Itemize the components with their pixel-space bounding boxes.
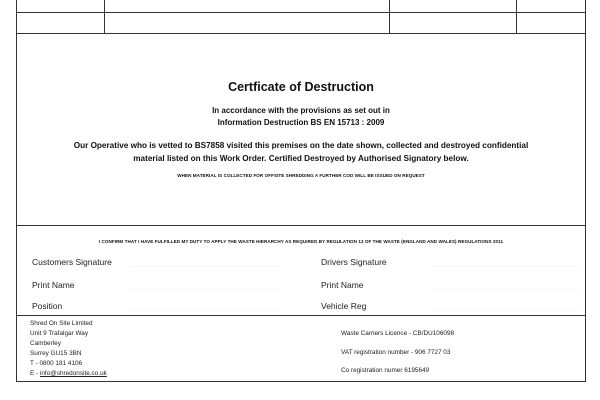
certificate-body-line1: Our Operative who is vetted to BS7858 visited this premises on the date shown, collected and destroyed confidential — [73, 141, 529, 150]
customers-signature-field[interactable] — [130, 266, 280, 267]
vehicle-reg-field[interactable] — [432, 310, 577, 311]
table-column-divider — [389, 0, 390, 34]
footer-divider — [16, 315, 586, 316]
waste-hierarchy-declaration: I CONFIRM THAT I HAVE FULFILLED MY DUTY TO APPLY THE WASTE HIERARCHY AS REQUIRED BY REGULATION 12 OF THE WASTE (ENGLAND AND WALES) REGULATIONS 2011 — [98, 239, 504, 244]
offsite-shredding-note: WHEN MATERIAL IS COLLECTED FOR OFFSITE SHREDDING A FURTHER COD WILL BE ISSUED ON REQUEST — [177, 173, 425, 178]
address-line2: Camberley — [30, 340, 61, 347]
customer-position-label: Position — [32, 301, 63, 311]
email-link[interactable]: info@shredonsite.co.uk — [39, 370, 107, 377]
waste-carriers-licence: Waste Carriers Licence - CB/DU106098 — [341, 330, 455, 337]
address-line3: Surrey GU15 3BN — [30, 350, 82, 357]
certificate-subtitle-line2: Information Destruction BS EN 15713 : 2009 — [217, 118, 385, 127]
table-cell[interactable] — [518, 13, 585, 33]
drivers-signature-field[interactable] — [432, 266, 577, 267]
section-divider — [16, 225, 586, 226]
phone-number: T - 0800 181 4106 — [30, 360, 83, 367]
email-prefix: E - — [30, 370, 40, 377]
certificate-subtitle-line1: In accordance with the provisions as set out in — [212, 106, 390, 115]
table-cell[interactable] — [391, 13, 515, 33]
customers-signature-label: Customers Signature — [32, 257, 112, 267]
table-column-divider — [104, 0, 105, 34]
customer-print-name-label: Print Name — [32, 280, 75, 290]
driver-print-name-field[interactable] — [432, 289, 577, 290]
customer-print-name-field[interactable] — [130, 289, 280, 290]
address-line1: Unit 9 Trafalgar Way — [30, 330, 89, 337]
company-registration: Co registration numer 6195649 — [341, 367, 430, 374]
company-address — [30, 319, 107, 379]
vat-registration: VAT registration number - 906 7727 03 — [341, 349, 451, 356]
table-cell[interactable] — [106, 13, 388, 33]
driver-print-name-label: Print Name — [321, 280, 364, 290]
vehicle-reg-label: Vehicle Reg — [321, 301, 367, 311]
certificate-body-line2: material listed on this Work Order. Certified Destroyed by Authorised Signatory below. — [133, 154, 469, 163]
customer-position-field[interactable] — [130, 310, 280, 311]
email-line — [30, 369, 107, 379]
certificate-title: Certficate of Destruction — [228, 80, 374, 94]
company-name: Shred On Site Limited — [30, 320, 93, 327]
table-cell[interactable] — [18, 13, 103, 33]
table-bottom-border — [16, 33, 586, 34]
table-column-divider — [516, 0, 517, 34]
drivers-signature-label: Drivers Signature — [321, 257, 387, 267]
